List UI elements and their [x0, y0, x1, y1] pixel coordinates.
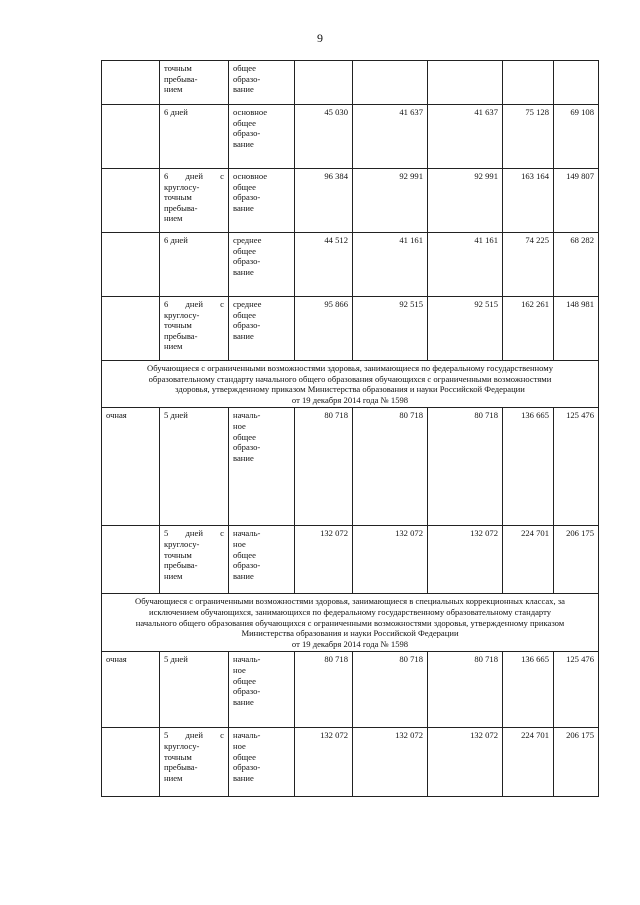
section-line: начального общего образования обучающихся с ограниченными возможностями здоровья, утвержденному приказом — [135, 617, 565, 628]
value-cell: 224 701 — [503, 728, 554, 797]
level-cell — [229, 652, 295, 728]
form-cell — [102, 169, 160, 233]
section-row — [102, 361, 599, 408]
period-cell — [160, 526, 229, 594]
value-cell — [295, 61, 353, 105]
form-cell — [102, 728, 160, 797]
level-cell-line: ное — [233, 538, 246, 549]
value-cell: 92 515 — [428, 297, 503, 361]
level-cell-line: общее — [233, 117, 256, 128]
page-number: 9 — [317, 31, 323, 45]
value-cell: 75 128 — [503, 105, 554, 169]
period-cell-line: 5 дней с — [164, 730, 224, 741]
section-line: Обучающиеся с ограниченными возможностями здоровья, занимающиеся в специальных коррекционных классах, за — [134, 596, 565, 607]
level-cell-line: образо- — [233, 73, 261, 84]
form-cell — [102, 105, 160, 169]
value-cell: 45 030 — [295, 105, 353, 169]
value-cell: 41 637 — [428, 105, 503, 169]
level-cell — [229, 61, 295, 105]
period-cell-line: точным — [164, 549, 192, 560]
period-cell — [160, 233, 229, 297]
form-cell — [102, 233, 160, 297]
period-cell-line: нием — [164, 772, 183, 783]
value-cell — [554, 61, 599, 105]
section-line: здоровья, утвержденному приказом Министерства образования и науки Российской Федерации — [175, 384, 525, 395]
period-cell-line: 6 дней с — [164, 299, 224, 309]
period-cell-line: 5 дней — [164, 410, 188, 421]
period-cell-line: 6 дней с — [164, 171, 224, 181]
value-cell: 132 072 — [353, 526, 428, 594]
value-cell: 149 807 — [554, 169, 599, 233]
period-cell — [160, 652, 229, 728]
value-cell: 95 866 — [295, 297, 353, 361]
level-cell-line: образо- — [233, 128, 261, 139]
level-cell-line: основное — [233, 171, 268, 181]
level-cell — [229, 169, 295, 233]
level-cell-line: вание — [233, 330, 254, 341]
level-cell-line: образо- — [233, 192, 261, 203]
tariff-table — [101, 60, 599, 797]
period-cell-line: нием — [164, 213, 183, 224]
period-cell — [160, 297, 229, 361]
level-cell-line: вание — [233, 772, 254, 783]
table-row — [102, 728, 599, 797]
level-cell — [229, 297, 295, 361]
level-cell-line: среднее — [233, 235, 262, 245]
period-cell-line: пребыва- — [164, 330, 198, 341]
period-cell — [160, 728, 229, 797]
section-heading — [102, 361, 599, 408]
value-cell: 80 718 — [295, 408, 353, 526]
level-cell-line: общее — [233, 309, 256, 320]
value-cell: 41 161 — [428, 233, 503, 297]
level-cell-line: началь- — [233, 528, 261, 539]
section-line: исключением обучающихся, занимающихся по федеральному государственному образовательному стандарту — [148, 606, 552, 617]
level-cell-line: началь- — [233, 410, 261, 421]
value-cell: 80 718 — [353, 408, 428, 526]
level-cell-line: вание — [233, 202, 254, 213]
value-cell: 80 718 — [295, 652, 353, 728]
value-cell: 148 981 — [554, 297, 599, 361]
level-cell-line: вание — [233, 696, 254, 707]
value-cell: 80 718 — [353, 652, 428, 728]
period-cell — [160, 169, 229, 233]
table-row — [102, 105, 599, 169]
value-cell: 80 718 — [428, 408, 503, 526]
value-cell: 74 225 — [503, 233, 554, 297]
level-cell — [229, 526, 295, 594]
value-cell: 132 072 — [353, 728, 428, 797]
level-cell-line: общее — [233, 181, 256, 192]
value-cell: 41 161 — [353, 233, 428, 297]
level-cell-line: началь- — [233, 730, 261, 741]
value-cell: 92 991 — [353, 169, 428, 233]
level-cell-line: образо- — [233, 686, 261, 697]
value-cell: 68 282 — [554, 233, 599, 297]
level-cell-line: вание — [233, 266, 254, 277]
level-cell — [229, 408, 295, 526]
period-cell-line: круглосу- — [164, 181, 200, 192]
level-cell-line: вание — [233, 452, 254, 463]
period-cell-line: точным — [164, 751, 192, 762]
form-cell: очная — [102, 408, 160, 526]
value-cell: 132 072 — [295, 728, 353, 797]
value-cell: 132 072 — [295, 526, 353, 594]
period-cell-line: круглосу- — [164, 309, 200, 320]
form-cell: очная — [102, 652, 160, 728]
value-cell: 41 637 — [353, 105, 428, 169]
value-cell: 136 665 — [503, 652, 554, 728]
level-cell-line: началь- — [233, 654, 261, 665]
level-cell-line: ное — [233, 740, 246, 751]
level-cell-line: вание — [233, 570, 254, 581]
level-cell-line: общее — [233, 675, 256, 686]
period-cell-line: круглосу- — [164, 740, 200, 751]
level-cell-line: ное — [233, 664, 246, 675]
value-cell: 92 515 — [353, 297, 428, 361]
period-cell-line: пребыва- — [164, 762, 198, 773]
level-cell-line: ное — [233, 420, 246, 431]
period-cell-line: нием — [164, 341, 183, 352]
table-row — [102, 526, 599, 594]
period-cell — [160, 105, 229, 169]
value-cell: 80 718 — [428, 652, 503, 728]
value-cell: 92 991 — [428, 169, 503, 233]
value-cell: 163 164 — [503, 169, 554, 233]
value-cell: 132 072 — [428, 728, 503, 797]
level-cell — [229, 728, 295, 797]
level-cell-line: основное — [233, 107, 268, 117]
value-cell: 206 175 — [554, 728, 599, 797]
level-cell-line: образо- — [233, 762, 261, 773]
level-cell-line: вание — [233, 84, 254, 95]
value-cell: 125 476 — [554, 408, 599, 526]
period-cell-line: пребыва- — [164, 560, 198, 571]
form-cell — [102, 526, 160, 594]
value-cell: 206 175 — [554, 526, 599, 594]
level-cell-line: вание — [233, 138, 254, 149]
table-row — [102, 169, 599, 233]
table-row — [102, 297, 599, 361]
section-line: от 19 декабря 2014 года № 1598 — [291, 638, 409, 649]
period-cell-line: 6 дней — [164, 107, 188, 117]
period-cell — [160, 408, 229, 526]
level-cell-line: общее — [233, 549, 256, 560]
table-row — [102, 61, 599, 105]
value-cell: 69 108 — [554, 105, 599, 169]
level-cell-line: образо- — [233, 560, 261, 571]
section-line: образовательному стандарту начального общего образования обучающихся с ограниченными возможностями — [148, 373, 552, 384]
table-body — [102, 61, 599, 797]
period-cell-line: точным — [164, 320, 192, 331]
period-cell — [160, 61, 229, 105]
period-cell-line: пребыва- — [164, 202, 198, 213]
period-cell-line: 5 дней — [164, 654, 188, 665]
level-cell-line: общее — [233, 751, 256, 762]
level-cell-line: среднее — [233, 299, 262, 309]
period-cell-line: пребыва- — [164, 73, 198, 84]
level-cell-line: общее — [233, 245, 256, 256]
level-cell — [229, 233, 295, 297]
value-cell — [428, 61, 503, 105]
level-cell-line: образо- — [233, 442, 261, 453]
table-row — [102, 408, 599, 526]
table-row — [102, 652, 599, 728]
section-heading — [102, 594, 599, 652]
table-row — [102, 233, 599, 297]
level-cell-line: образо- — [233, 256, 261, 267]
level-cell-line: общее — [233, 431, 256, 442]
value-cell: 96 384 — [295, 169, 353, 233]
period-cell-line: нием — [164, 570, 183, 581]
period-cell-line: 6 дней — [164, 235, 188, 245]
level-cell-line: общее — [233, 63, 256, 73]
value-cell: 132 072 — [428, 526, 503, 594]
section-row — [102, 594, 599, 652]
period-cell-line: 5 дней с — [164, 528, 224, 539]
level-cell-line: образо- — [233, 320, 261, 331]
period-cell-line: круглосу- — [164, 538, 200, 549]
form-cell — [102, 297, 160, 361]
value-cell: 224 701 — [503, 526, 554, 594]
value-cell: 44 512 — [295, 233, 353, 297]
value-cell: 125 476 — [554, 652, 599, 728]
value-cell: 136 665 — [503, 408, 554, 526]
value-cell — [503, 61, 554, 105]
level-cell — [229, 105, 295, 169]
period-cell-line: точным — [164, 192, 192, 203]
period-cell-line: нием — [164, 84, 183, 95]
value-cell — [353, 61, 428, 105]
section-line: Обучающиеся с ограниченными возможностями здоровья, занимающиеся по федеральному государственному — [146, 363, 554, 373]
period-cell-line: точным — [164, 63, 192, 73]
value-cell: 162 261 — [503, 297, 554, 361]
section-line: Министерства образования и науки Российской Федерации — [241, 628, 459, 639]
section-line: от 19 декабря 2014 года № 1598 — [291, 394, 409, 405]
form-cell — [102, 61, 160, 105]
